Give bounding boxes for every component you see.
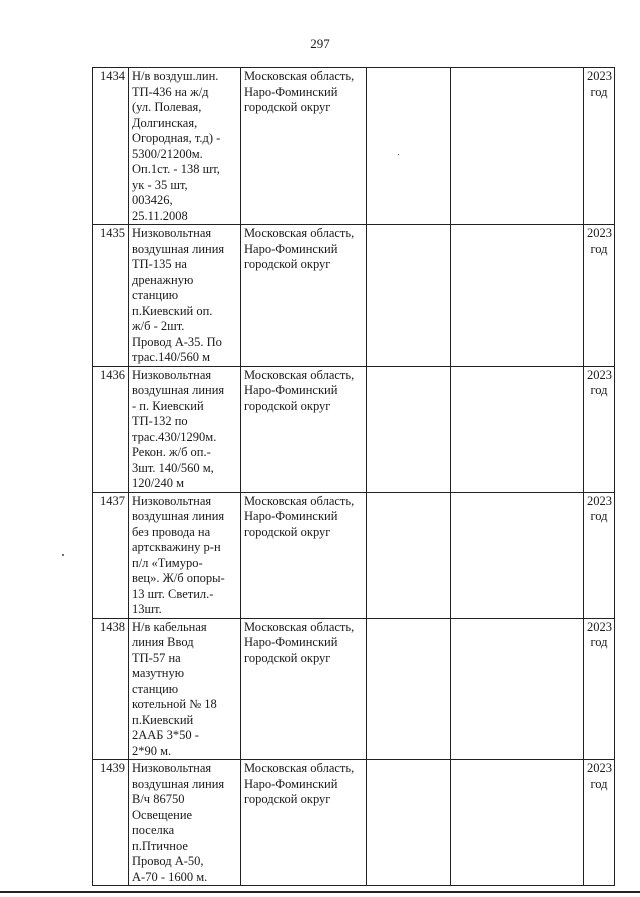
- empty-cell: [451, 618, 584, 760]
- object-description: Низковольтная воздушная линия - п. Киевский ТП-132 по трас.430/1290м. Рекон. ж/б оп.- 3шт. 140/560 м, 120/240 м: [129, 366, 241, 492]
- object-location: Московская область, Наро-Фоминский городской округ: [241, 366, 367, 492]
- empty-cell: [367, 618, 451, 760]
- page-number: 297: [310, 36, 330, 51]
- object-location: Московская область, Наро-Фоминский городской округ: [241, 618, 367, 760]
- empty-cell: [367, 366, 451, 492]
- object-description: Низковольтная воздушная линия В/ч 86750 Освещение поселка п.Птичное Провод А-50, А-70 - 1600 м.: [129, 760, 241, 886]
- table-row: [93, 760, 615, 886]
- page-bottom-edge: [0, 891, 640, 893]
- row-number: 1436: [93, 366, 129, 492]
- year-cell: 2023 год: [584, 68, 615, 225]
- empty-cell: [367, 225, 451, 367]
- scan-speck: [62, 554, 64, 556]
- empty-cell: [367, 492, 451, 618]
- object-location: Московская область, Наро-Фоминский городской округ: [241, 760, 367, 886]
- empty-cell: [451, 225, 584, 367]
- row-number: 1434: [93, 68, 129, 225]
- year-cell: 2023 год: [584, 366, 615, 492]
- table-row: [93, 492, 615, 618]
- empty-cell: [451, 760, 584, 886]
- scan-speck: [398, 154, 399, 155]
- object-description: Н/в кабельная линия Ввод ТП-57 на мазутную станцию котельной № 18 п.Киевский 2ААБ 3*50 - 2*90 м.: [129, 618, 241, 760]
- object-description: Н/в воздуш.лин. ТП-436 на ж/д (ул. Полевая, Долгинская, Огородная, т.д) - 5300/21200м. Оп.1ст. - 138 шт, ук - 35 шт, 003426, 25.11.2008: [129, 68, 241, 225]
- object-location: Московская область, Наро-Фоминский городской округ: [241, 492, 367, 618]
- year-cell: 2023 год: [584, 492, 615, 618]
- year-cell: 2023 год: [584, 225, 615, 367]
- empty-cell: [451, 68, 584, 225]
- year-cell: 2023 год: [584, 760, 615, 886]
- object-location: Московская область, Наро-Фоминский городской округ: [241, 68, 367, 225]
- year-cell: 2023 год: [584, 618, 615, 760]
- row-number: 1439: [93, 760, 129, 886]
- row-number: 1437: [93, 492, 129, 618]
- table-row: [93, 366, 615, 492]
- empty-cell: [367, 68, 451, 225]
- row-number: 1438: [93, 618, 129, 760]
- table-row: [93, 225, 615, 367]
- table-row: [93, 68, 615, 225]
- empty-cell: [367, 760, 451, 886]
- empty-cell: [451, 492, 584, 618]
- register-table: [92, 67, 615, 886]
- table-row: [93, 618, 615, 760]
- object-description: Низковольтная воздушная линия ТП-135 на дренажную станцию п.Киевский оп. ж/б - 2шт. Провод А-35. По трас.140/560 м: [129, 225, 241, 367]
- row-number: 1435: [93, 225, 129, 367]
- empty-cell: [451, 366, 584, 492]
- object-location: Московская область, Наро-Фоминский городской округ: [241, 225, 367, 367]
- object-description: Низковольтная воздушная линия без провода на артскважину р-н п/л «Тимуро- вец». Ж/б опоры- 13 шт. Светил.- 13шт.: [129, 492, 241, 618]
